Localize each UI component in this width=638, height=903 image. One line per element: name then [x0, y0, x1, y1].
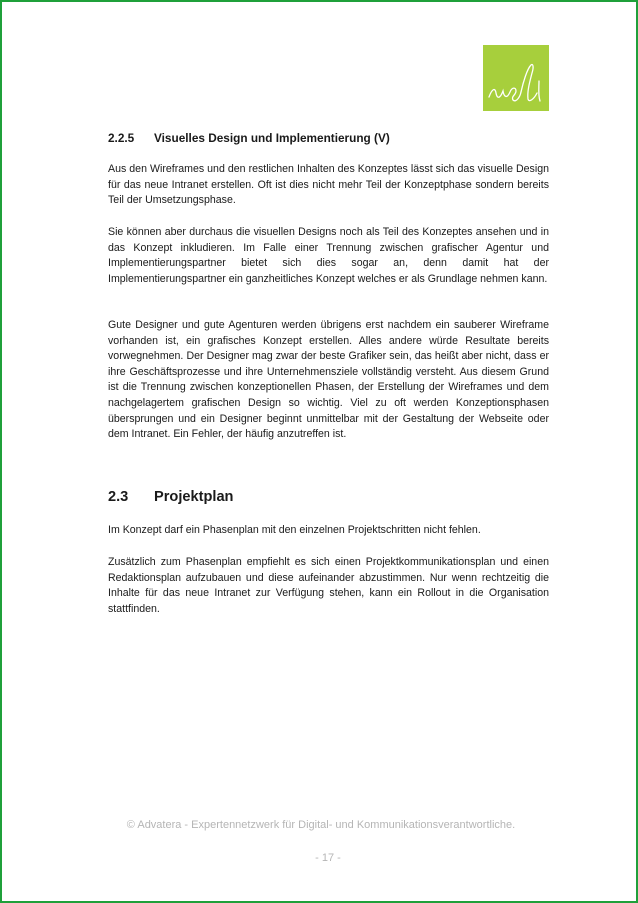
footer-copyright: © Advatera - Expertennetzwerk für Digital- und Kommunikationsverantwortliche. — [126, 819, 516, 831]
section-heading-2-3 — [108, 490, 233, 506]
company-logo — [483, 45, 549, 111]
section-title: Projektplan — [154, 489, 234, 505]
paragraph: Aus den Wireframes und den restlichen Inhalten des Konzeptes lässt sich das visuelle Design für das neue Intranet erstellen. Oft ist dies nicht mehr Teil der Konzeptphase sondern bereits Teil der Umsetzungsphase. — [108, 163, 549, 207]
paragraph: Im Konzept darf ein Phasenplan mit den einzelnen Projektschritten nicht fehlen. — [108, 524, 481, 536]
section-title: Visuelles Design und Implementierung (V) — [154, 131, 390, 145]
section-heading-2-2-5 — [108, 131, 390, 147]
logo-script-icon — [483, 45, 549, 111]
section-number: 2.2.5 — [108, 131, 135, 145]
section-number: 2.3 — [108, 489, 129, 505]
paragraph: Gute Designer und gute Agenturen werden übrigens erst nachdem ein sauberer Wireframe vorhanden ist, ein grafisches Konzept erstellen. Alles andere würde Resultate bereits vorwegnehmen. Der Designer mag zwar der beste Grafiker sein, das heißt aber nicht, dass er ihre Geschäftsprozesse und ihre Unternehmensziele vollständig versteht. Aus diesem Grund ist die Trennung zwischen konzeptionellen Phasen, der Erstellung der Wireframes und dem nachgelagertem grafischen Design so wichtig. Viel zu oft werden Konzeptionsphasen übersprungen und ein Designer beginnt unmittelbar mit der Gestaltung der Webseite oder dem Intranet. Ein Fehler, der häufig anzutreffen ist. — [108, 319, 549, 441]
paragraph: Sie können aber durchaus die visuellen Designs noch als Teil des Konzeptes ansehen und in das Konzept inkludieren. Im Falle einer Trennung zwischen grafischer Agentur und Implementierungspartner bietet sich dies sogar an, denn damit hat der Implementierungspartner ein ganzheitliches Konzept welches er als Grundlage nehmen kann. — [108, 226, 549, 285]
paragraph: Zusätzlich zum Phasenplan empfiehlt es sich einen Projektkommunikationsplan und einen Redaktionsplan aufzubauen und diese aufeinander abzustimmen. Nur wenn rechtzeitig die Inhalte für das neue Intranet zur Verfügung stehen, kann ein Rollout in die Organisation stattfinden. — [108, 556, 549, 615]
page-number: - 17 - — [315, 852, 341, 864]
